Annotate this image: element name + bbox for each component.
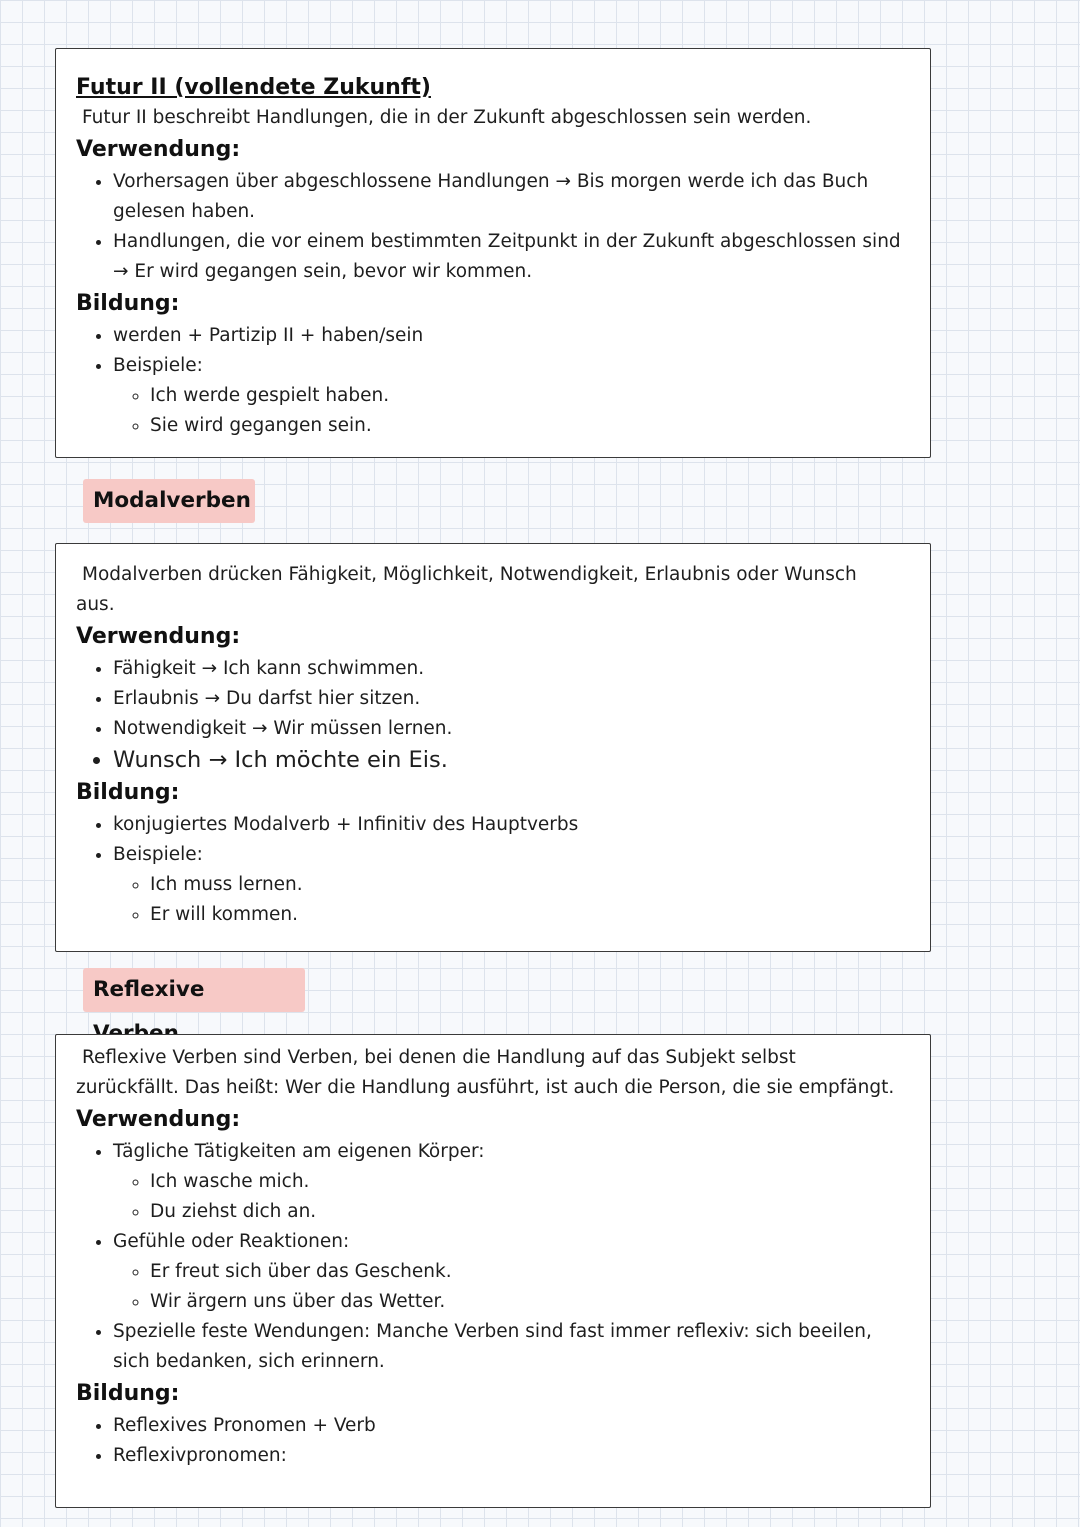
reflexive-bildung-list [76, 1411, 910, 1471]
futur2-bildung-label: Bildung: [76, 291, 180, 316]
list-item: • konjugiertes Modalverb + Infinitiv des Hauptverbs [113, 810, 910, 840]
modalverben-intro: Modalverben drücken Fähigkeit, Möglichkeit, Notwendigkeit, Erlaubnis oder Wunsch [82, 564, 857, 585]
reflexive-section [55, 1034, 931, 1508]
list-item: ◦ Ich wasche mich. [150, 1167, 910, 1197]
futur2-intro: Futur II beschreibt Handlungen, die in der Zukunft abgeschlossen sein werden. [82, 107, 812, 128]
taeglich-list [113, 1167, 910, 1227]
reflexive-bildung-label: Bildung: [76, 1381, 180, 1406]
list-item: • Notwendigkeit → Wir müssen lernen. [113, 714, 910, 744]
list-item [113, 840, 910, 930]
list-item: • Reflexivpronomen: [113, 1441, 910, 1471]
list-item: • Vorhersagen über abgeschlossene Handlungen → Bis morgen werde ich das Buch gelesen haben. [113, 167, 910, 227]
modalverben-heading: Modalverben [83, 479, 255, 523]
list-item: ◦ Er will kommen. [150, 900, 910, 930]
futur2-section [55, 48, 931, 458]
gefuehle-list [113, 1257, 910, 1317]
futur2-title: Futur II (vollendete Zukunft) [76, 75, 431, 100]
futur2-verwendung-list [76, 167, 910, 287]
modalverben-verwendung-list [76, 654, 910, 776]
reflexive-intro-cont: zurückfällt. Das heißt: Wer die Handlung ausführt, ist auch die Person, die sie empfängt. [76, 1077, 895, 1098]
list-item: ◦ Ich werde gespielt haben. [150, 381, 910, 411]
list-item: • Handlungen, die vor einem bestimmten Zeitpunkt in der Zukunft abgeschlossen sind → Er wird gegangen sein, bevor wir kommen. [113, 227, 910, 287]
list-item: • Erlaubnis → Du darfst hier sitzen. [113, 684, 910, 714]
beispiele-label: Beispiele: [113, 355, 203, 376]
modalverben-section [55, 543, 931, 952]
list-item: ◦ Er freut sich über das Geschenk. [150, 1257, 910, 1287]
list-item: ◦ Du ziehst dich an. [150, 1197, 910, 1227]
modalverben-beispiele-list [113, 870, 910, 930]
list-item: • werden + Partizip II + haben/sein [113, 321, 910, 351]
futur2-bildung-list [76, 321, 910, 441]
modalverben-intro-cont: aus. [76, 594, 115, 615]
reflexive-verwendung-label: Verwendung: [76, 1107, 241, 1132]
beispiele-label: Beispiele: [113, 844, 203, 865]
modalverben-bildung-label: Bildung: [76, 780, 180, 805]
list-item: • Spezielle feste Wendungen: Manche Verben sind fast immer reflexiv: sich beeilen, sich bedanken, sich erinnern. [113, 1317, 910, 1377]
reflexive-intro: Reflexive Verben sind Verben, bei denen die Handlung auf das Subjekt selbst [82, 1047, 796, 1068]
list-item [113, 351, 910, 441]
list-item: ◦ Ich muss lernen. [150, 870, 910, 900]
modalverben-verwendung-label: Verwendung: [76, 624, 241, 649]
futur2-beispiele-list [113, 381, 910, 441]
list-item: • Wunsch → Ich möchte ein Eis. [113, 744, 910, 776]
list-item: • Reflexives Pronomen + Verb [113, 1411, 910, 1441]
list-item: • Fähigkeit → Ich kann schwimmen. [113, 654, 910, 684]
list-item: ◦ Sie wird gegangen sein. [150, 411, 910, 441]
taeglich-label: Tägliche Tätigkeiten am eigenen Körper: [113, 1141, 485, 1162]
modalverben-bildung-list [76, 810, 910, 930]
list-item [113, 1227, 910, 1317]
reflexive-verwendung-list [76, 1137, 910, 1377]
list-item: ◦ Wir ärgern uns über das Wetter. [150, 1287, 910, 1317]
list-item [113, 1137, 910, 1227]
futur2-verwendung-label: Verwendung: [76, 137, 241, 162]
gefuehle-label: Gefühle oder Reaktionen: [113, 1231, 350, 1252]
reflexive-heading: Reflexive [83, 968, 305, 1012]
